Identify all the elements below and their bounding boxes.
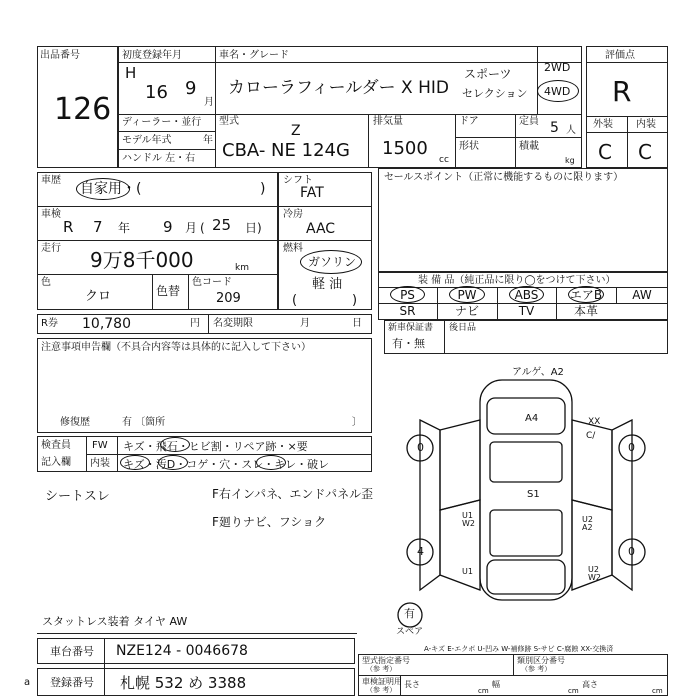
exterior-score: C — [598, 140, 612, 164]
insp-era: R — [63, 218, 74, 236]
remark-line-1: シートスレ — [45, 489, 110, 504]
cc-unit: cc — [439, 155, 449, 165]
inspector-label-1: 検査員 — [41, 440, 71, 451]
day-unit: 日 — [352, 318, 362, 329]
history-label: 車歴 — [41, 175, 61, 186]
fuel-value: ガソリン — [308, 255, 357, 269]
length-unit: cm — [478, 687, 489, 695]
color-change-label: 色替 — [156, 284, 181, 298]
insp-day-open: ( — [200, 221, 205, 235]
model-cert-sub: （参 考） — [366, 665, 397, 673]
sales-point-box — [378, 168, 668, 272]
kg-unit: kg — [565, 156, 575, 165]
exterior-label: 外装 — [593, 119, 613, 130]
notes-label: 注意事項申告欄（不具合内容等は具体的に記入して下さい） — [41, 342, 311, 353]
inspector-label-2: 記入欄 — [41, 457, 71, 468]
equipment-circle-0-1 — [449, 286, 485, 303]
equipment-circle-0-3 — [568, 286, 604, 303]
ac-value: AAC — [306, 221, 336, 237]
interior-score: C — [638, 140, 652, 164]
repair-close: 〕 — [352, 417, 362, 428]
fuel-paren-close: ) — [352, 293, 358, 308]
lot-label: 出品番号 — [40, 50, 80, 61]
plate-label: 登録番号 — [50, 676, 94, 689]
spare-value: 有 — [404, 607, 415, 620]
recycle-value: 10,780 — [82, 316, 131, 332]
drive-2wd: 2WD — [544, 61, 571, 74]
length-label: 長さ — [404, 680, 420, 689]
inspection-label: 車検 — [41, 209, 61, 220]
equipment-item-0-2: ABS — [514, 288, 539, 302]
cert-size-sub: （参 考） — [366, 686, 397, 694]
reg-month-unit: 月 — [204, 97, 214, 108]
interior-label: 内装 — [636, 119, 656, 130]
equipment-item-1-2: TV — [518, 304, 535, 318]
type-value: CBA- NE 124G — [222, 140, 350, 161]
car-name: カローラフィールダー X HID — [228, 78, 449, 98]
history-value: 自家用・( — [80, 181, 142, 197]
diagram-left-side: U1 W2 — [462, 511, 475, 528]
equipment-circle-0-2 — [509, 286, 544, 303]
wheel-rear-right: 0 — [628, 545, 635, 558]
reg-month: 9 — [185, 78, 197, 99]
manual-value: 有・無 — [392, 337, 425, 350]
type-overmark: Z — [291, 123, 301, 139]
load-label: 積載 — [519, 141, 539, 152]
ac-label: 冷房 — [283, 209, 303, 220]
interior-items: キズ・汚D・コゲ・穴・スレ・キレ・破レ — [123, 458, 330, 471]
diagram-roof: A4 — [525, 413, 539, 424]
class-label: 類別区分番号 — [517, 656, 565, 665]
remark-line-3: F廻りナビ、フショク — [212, 515, 327, 529]
capacity-label: 定員 — [519, 116, 539, 127]
diagram-xx: XX — [588, 417, 601, 427]
insp-day: 25 — [212, 216, 232, 234]
name-change-label: 名変期限 — [213, 318, 253, 329]
score-value: R — [612, 75, 632, 108]
insp-year: 7 — [93, 218, 103, 236]
interior-items-label: 内装 — [90, 458, 110, 469]
reg-label: 初度登録年月 — [122, 50, 182, 61]
cert-size-label: 車検証明用 — [362, 677, 402, 686]
diagram-top-label: アルゲ、A2 — [512, 367, 564, 378]
car-name-label: 車名・グレード — [219, 50, 289, 61]
repair-label: 修復歴 — [60, 417, 90, 428]
chassis-label: 車台番号 — [50, 645, 94, 658]
capacity-value: 5 — [550, 120, 559, 136]
model-year-label: モデル年式 — [122, 135, 172, 146]
repair-value: 有 〔箇所 — [122, 417, 166, 428]
spare-label: スペア — [396, 627, 424, 637]
door-label: ドア — [459, 116, 479, 127]
equipment-item-1-3: 本革 — [573, 304, 598, 318]
width-label: 幅 — [492, 680, 500, 689]
wheel-rear-left: 4 — [417, 545, 424, 558]
remark-line-4: スタットレス装着 タイヤ AW — [42, 615, 188, 628]
width-unit: cm — [568, 687, 579, 695]
margin-char: a — [24, 677, 31, 688]
diagram-body: S1 — [527, 489, 540, 500]
diagram-right-rear: U2 W2 — [588, 565, 601, 582]
model-year-unit: 年 — [203, 135, 213, 146]
car-grade-1: スポーツ — [464, 67, 512, 81]
fuel-paren-open: ( — [292, 293, 298, 308]
model-cert-label: 型式指定番号 — [362, 656, 410, 665]
plate-value: 札幌 532 め 3388 — [120, 674, 247, 692]
type-label: 型式 — [219, 116, 239, 127]
shift-value: FAT — [300, 185, 324, 201]
score-label: 評価点 — [605, 50, 635, 61]
history-close: ) — [260, 181, 266, 197]
diagram-c1: C/ — [586, 431, 596, 441]
insp-month-unit: 月 — [185, 221, 198, 235]
equipment-item-0-4: AW — [632, 288, 652, 302]
insp-year-unit: 年 — [118, 221, 131, 235]
dealer-label: ディーラー・並行 — [122, 117, 202, 128]
fw-items: キズ・飛石・ヒビ割・リペア跡・×要 — [123, 440, 308, 453]
insp-month: 9 — [163, 218, 173, 236]
height-unit: cm — [652, 687, 663, 695]
chassis-value: NZE124 - 0046678 — [116, 643, 248, 659]
equipment-label: 装 備 品（純正品に限り◯をつけて下さい） — [418, 275, 616, 286]
wheel-front-left: 0 — [417, 441, 424, 454]
equipment-item-1-1: ナビ — [454, 304, 479, 318]
class-sub: （参 考） — [521, 665, 552, 673]
equipment-item-0-1: PW — [457, 288, 477, 302]
remark-line-2: F右インパネ、エンドパネル歪 — [212, 487, 374, 501]
reg-era: H — [125, 64, 137, 82]
aftermarket-label: 後日品 — [449, 323, 477, 333]
lot-number: 126 — [54, 92, 112, 127]
mileage-label: 走行 — [41, 243, 61, 254]
wheel-front-right: 0 — [628, 441, 635, 454]
color-code-label: 色コード — [192, 277, 232, 288]
equipment-circle-0-0 — [390, 286, 425, 303]
handle-label: ハンドル 左・右 — [122, 153, 196, 164]
diagram-right-side: U2 A2 — [582, 515, 593, 532]
fuel-circle — [300, 250, 362, 274]
insp-day-unit: 日) — [245, 221, 262, 235]
drive-4wd-circle — [537, 80, 579, 102]
equipment-item-0-0: PS — [400, 288, 415, 302]
equipment-item-0-3: エアB — [569, 288, 603, 302]
yen-unit: 円 — [190, 318, 200, 329]
drive-4wd: 4WD — [544, 85, 571, 98]
manual-label: 新車保証書 — [388, 323, 434, 333]
reg-year: 16 — [145, 82, 168, 103]
shape-label: 形状 — [459, 141, 479, 152]
fw-label: FW — [92, 440, 108, 451]
displacement-value: 1500 — [382, 138, 428, 159]
capacity-unit: 人 — [566, 125, 576, 136]
color-value: クロ — [85, 289, 112, 304]
height-label: 高さ — [582, 680, 598, 689]
equipment-item-1-0: SR — [399, 304, 416, 318]
fuel-label: 燃料 — [283, 243, 303, 254]
history-circle — [76, 178, 130, 200]
color-code-value: 209 — [216, 291, 241, 306]
month-unit: 月 — [300, 318, 310, 329]
color-label: 色 — [41, 277, 51, 288]
fuel-alt: 軽 油 — [312, 277, 343, 292]
displacement-label: 排気量 — [373, 116, 403, 127]
recycle-label: R券 — [41, 318, 58, 329]
mileage-value: 9万8千000 — [90, 248, 194, 272]
damage-legend: A-キズ E-エクボ U-凹み W-補修跡 S-サビ C-腐蝕 XX-交換済 — [424, 645, 614, 653]
shift-label: シフト — [283, 175, 313, 186]
car-grade-2: セレクション — [462, 87, 528, 100]
sales-point-label: セールスポイント（正常に機能するものに限ります） — [384, 172, 624, 183]
car-damage-diagram — [380, 360, 670, 640]
mileage-unit: km — [235, 263, 249, 273]
diagram-left-rear: U1 — [462, 567, 473, 576]
